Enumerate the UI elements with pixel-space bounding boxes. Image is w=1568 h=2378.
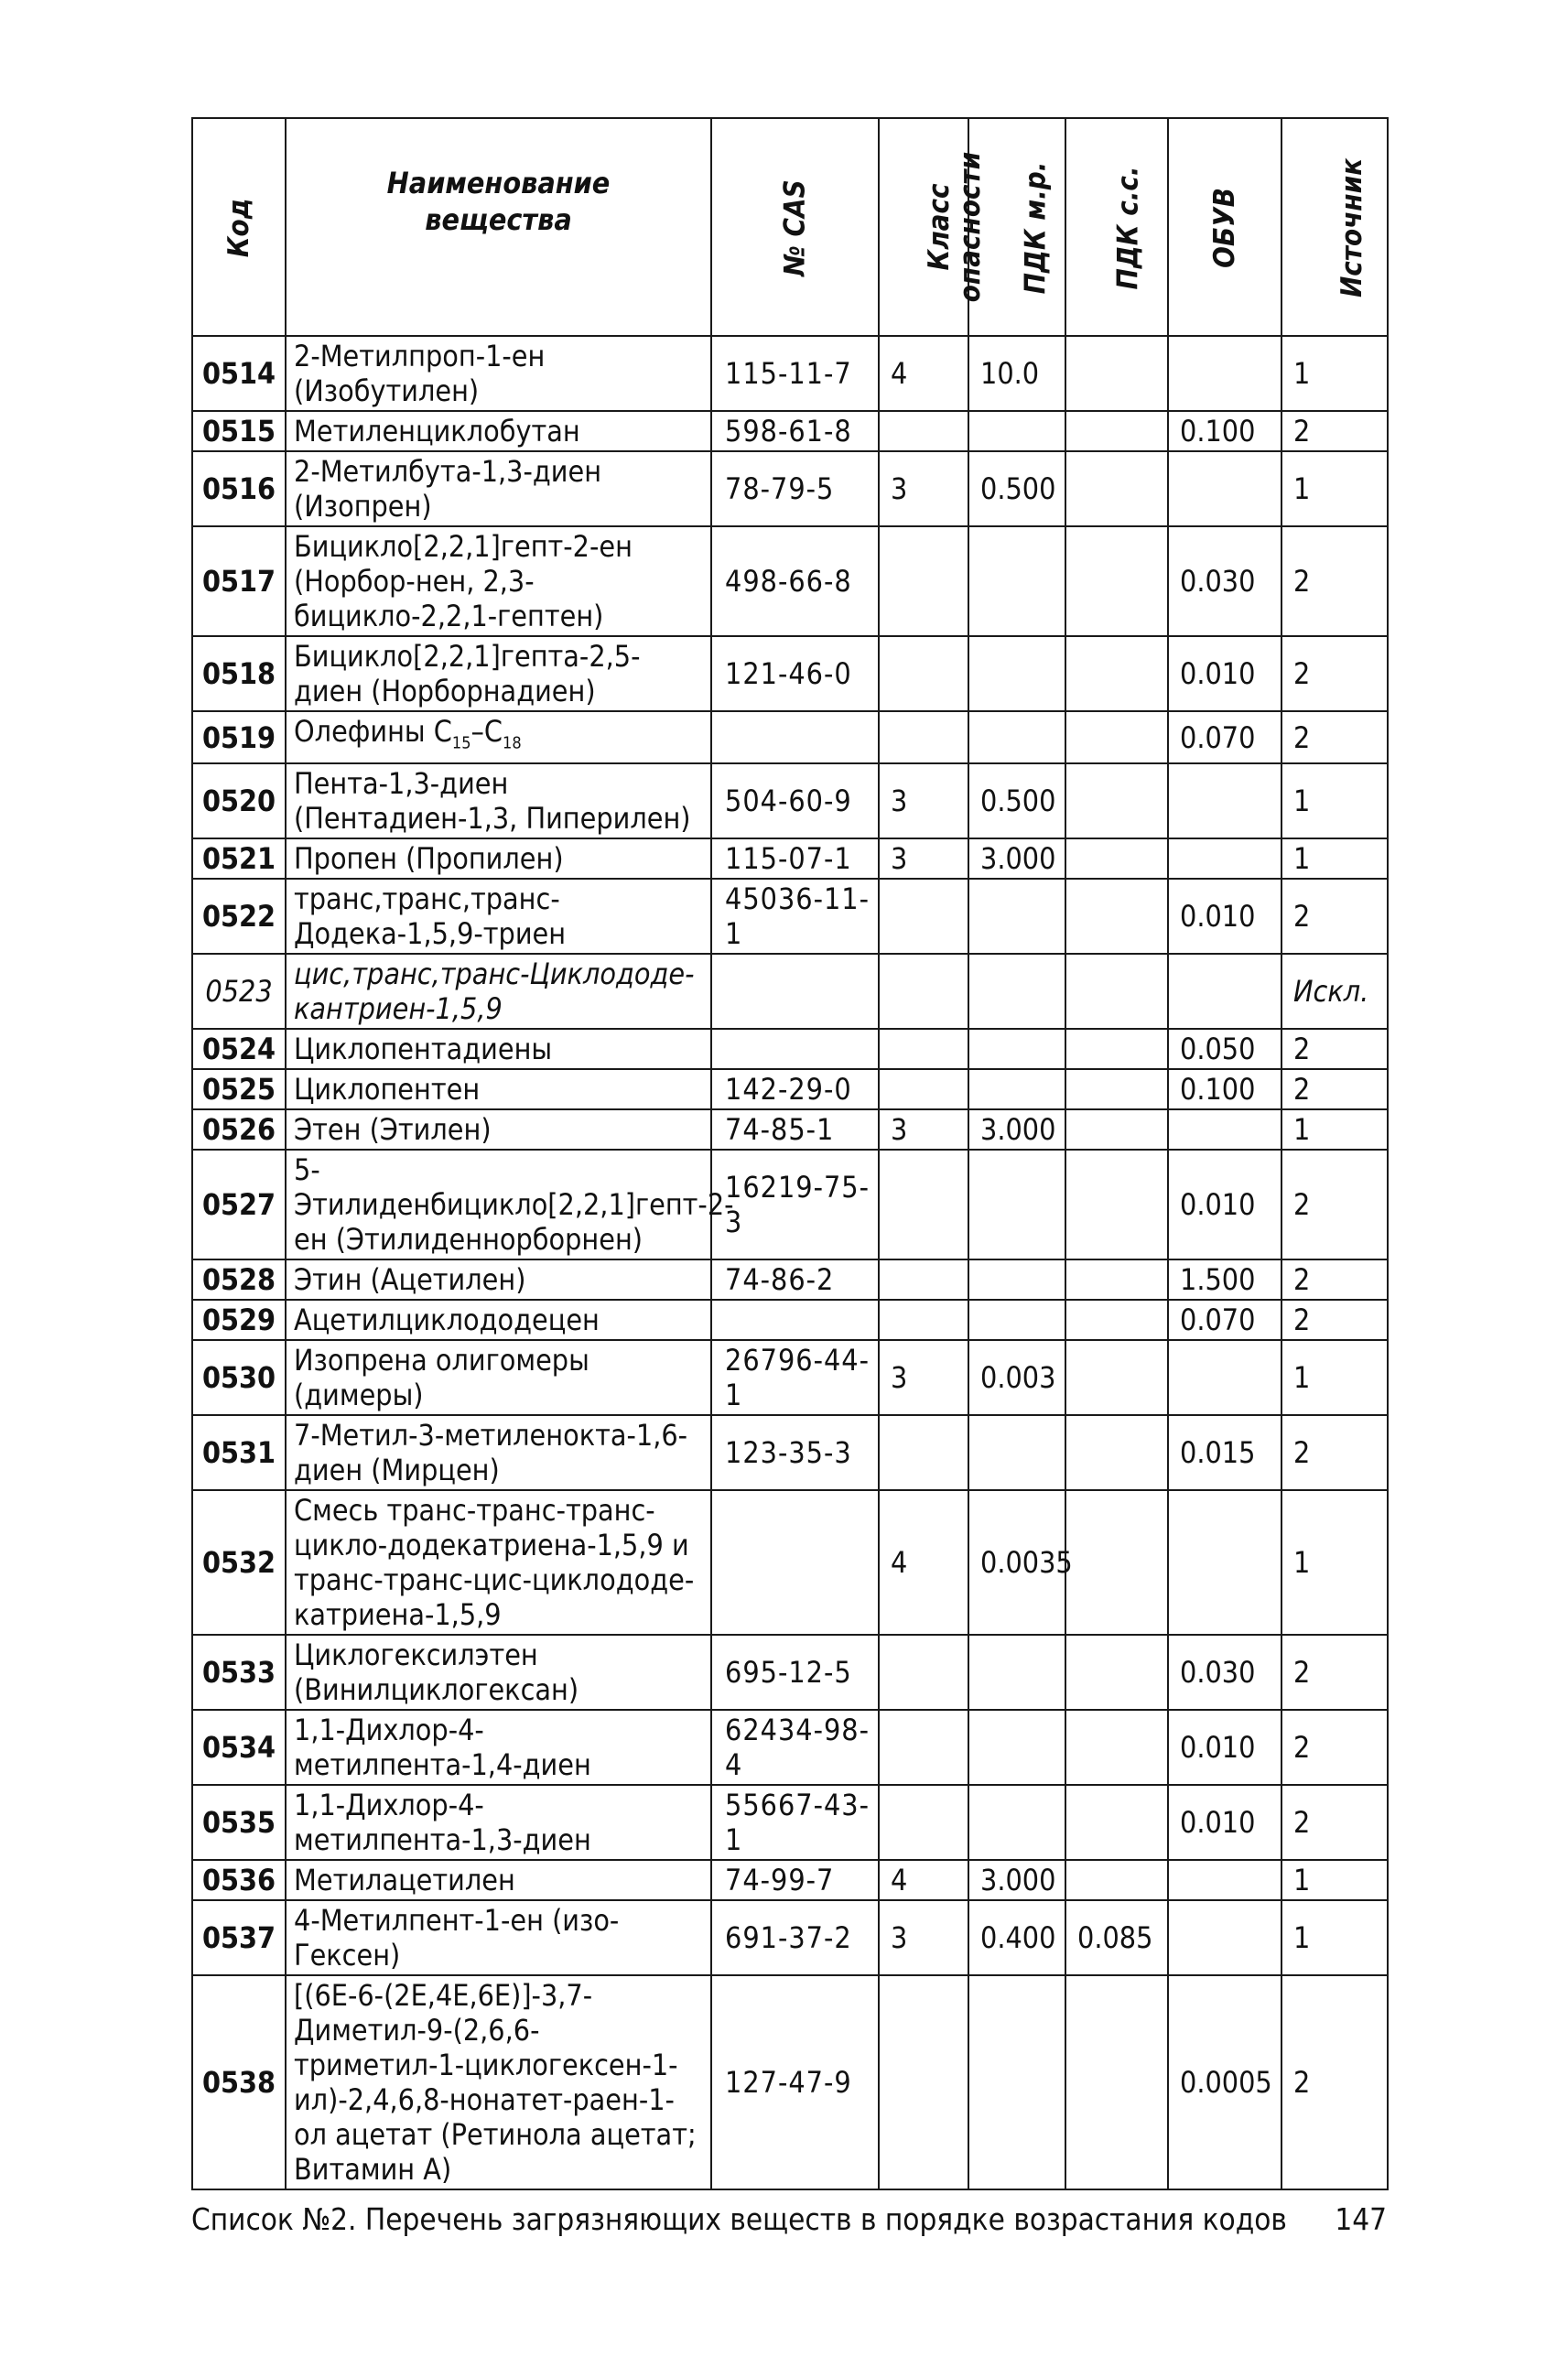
cell-obuv [1168, 763, 1281, 838]
cell-pdk-ss [1065, 1785, 1168, 1860]
cell-obuv: 0.010 [1168, 636, 1281, 711]
cell-name: Бицикло[2,2,1]гепт-2-ен (Норбор-нен, 2,3-бицикло-2,2,1-гептен) [286, 526, 711, 636]
cell-hazard-class [879, 636, 968, 711]
table-row [192, 1259, 1388, 1300]
cell-code: 0518 [192, 636, 286, 711]
cell-obuv: 0.010 [1168, 879, 1281, 954]
cell-code: 0516 [192, 451, 286, 526]
header-hazard-class: Класс опасности [879, 118, 968, 336]
cell-hazard-class: 4 [879, 1860, 968, 1900]
cell-pdk-ss [1065, 336, 1168, 411]
cell-cas: 127-47-9 [711, 1975, 879, 2189]
cell-name: Метиленциклобутан [286, 411, 711, 451]
cell-cas: 504-60-9 [711, 763, 879, 838]
cell-obuv [1168, 451, 1281, 526]
table-row [192, 954, 1388, 1029]
cell-cas [711, 1490, 879, 1635]
cell-hazard-class [879, 1300, 968, 1340]
cell-hazard-class [879, 1029, 968, 1069]
cell-hazard-class [879, 411, 968, 451]
cell-source: 1 [1281, 1900, 1388, 1975]
cell-hazard-class [879, 1069, 968, 1109]
cell-source: 1 [1281, 336, 1388, 411]
cell-source: 2 [1281, 636, 1388, 711]
cell-code: 0538 [192, 1975, 286, 2189]
cell-pdk-mr [968, 1635, 1065, 1710]
table-row [192, 1029, 1388, 1069]
cell-name: Бицикло[2,2,1]гепта-2,5-диен (Норборнадиен) [286, 636, 711, 711]
substances-table-wrapper [191, 117, 1389, 2190]
table-row [192, 336, 1388, 411]
cell-pdk-mr: 0.0035 [968, 1490, 1065, 1635]
cell-name: 7-Метил-3-метиленокта-1,6-диен (Мирцен) [286, 1415, 711, 1490]
cell-obuv: 0.100 [1168, 1069, 1281, 1109]
table-row [192, 1975, 1388, 2189]
cell-pdk-ss [1065, 1029, 1168, 1069]
cell-obuv [1168, 954, 1281, 1029]
cell-code: 0521 [192, 838, 286, 879]
cell-pdk-mr [968, 1975, 1065, 2189]
cell-obuv [1168, 1109, 1281, 1150]
cell-code: 0532 [192, 1490, 286, 1635]
cell-pdk-mr [968, 1710, 1065, 1785]
cell-pdk-ss [1065, 1340, 1168, 1415]
cell-hazard-class: 4 [879, 336, 968, 411]
cell-obuv [1168, 1340, 1281, 1415]
cell-source: 2 [1281, 1069, 1388, 1109]
cell-hazard-class [879, 711, 968, 763]
cell-pdk-ss [1065, 1150, 1168, 1259]
cell-cas: 45036-11-1 [711, 879, 879, 954]
header-pdk-ss: ПДК с.с. [1065, 118, 1168, 336]
cell-pdk-ss [1065, 838, 1168, 879]
cell-source: 2 [1281, 411, 1388, 451]
cell-cas: 121-46-0 [711, 636, 879, 711]
table-row [192, 1635, 1388, 1710]
cell-code: 0529 [192, 1300, 286, 1340]
cell-name: Циклопентен [286, 1069, 711, 1109]
cell-code: 0522 [192, 879, 286, 954]
table-row [192, 1109, 1388, 1150]
cell-code: 0534 [192, 1710, 286, 1785]
cell-hazard-class [879, 1975, 968, 2189]
cell-pdk-ss [1065, 636, 1168, 711]
cell-pdk-ss [1065, 1710, 1168, 1785]
cell-code: 0514 [192, 336, 286, 411]
cell-pdk-ss [1065, 1860, 1168, 1900]
cell-pdk-mr [968, 636, 1065, 711]
cell-cas: 498-66-8 [711, 526, 879, 636]
table-row [192, 1340, 1388, 1415]
cell-source: 2 [1281, 711, 1388, 763]
table-row [192, 1150, 1388, 1259]
cell-obuv: 0.030 [1168, 526, 1281, 636]
cell-pdk-ss [1065, 411, 1168, 451]
cell-obuv: 0.030 [1168, 1635, 1281, 1710]
cell-hazard-class [879, 954, 968, 1029]
cell-source: 2 [1281, 1785, 1388, 1860]
cell-obuv: 0.0005 [1168, 1975, 1281, 2189]
cell-pdk-ss [1065, 1300, 1168, 1340]
cell-hazard-class [879, 1150, 968, 1259]
cell-pdk-mr [968, 879, 1065, 954]
cell-pdk-ss [1065, 1635, 1168, 1710]
cell-source: 2 [1281, 1710, 1388, 1785]
cell-cas: 598-61-8 [711, 411, 879, 451]
cell-name: транс,транс,транс-Додека-1,5,9-триен [286, 879, 711, 954]
table-row [192, 838, 1388, 879]
cell-name: Метилацетилен [286, 1860, 711, 1900]
cell-pdk-mr [968, 1259, 1065, 1300]
cell-cas: 26796-44-1 [711, 1340, 879, 1415]
cell-obuv [1168, 1860, 1281, 1900]
cell-hazard-class: 3 [879, 451, 968, 526]
cell-source: 2 [1281, 1029, 1388, 1069]
cell-source: 2 [1281, 1635, 1388, 1710]
table-row [192, 411, 1388, 451]
header-row [192, 118, 1388, 336]
cell-obuv [1168, 1490, 1281, 1635]
cell-obuv: 0.015 [1168, 1415, 1281, 1490]
cell-obuv: 0.010 [1168, 1710, 1281, 1785]
table-row [192, 1785, 1388, 1860]
cell-pdk-mr [968, 411, 1065, 451]
cell-pdk-mr [968, 1300, 1065, 1340]
cell-source: 1 [1281, 1490, 1388, 1635]
cell-pdk-mr [968, 526, 1065, 636]
table-row [192, 1900, 1388, 1975]
cell-hazard-class [879, 1635, 968, 1710]
cell-cas [711, 1300, 879, 1340]
cell-code: 0524 [192, 1029, 286, 1069]
cell-source: 2 [1281, 526, 1388, 636]
cell-name: 4-Метилпент-1-ен (изо-Гексен) [286, 1900, 711, 1975]
cell-pdk-mr [968, 1029, 1065, 1069]
cell-cas: 142-29-0 [711, 1069, 879, 1109]
cell-cas: 695-12-5 [711, 1635, 879, 1710]
cell-code: 0520 [192, 763, 286, 838]
header-source: Источник [1281, 118, 1388, 336]
table-row [192, 451, 1388, 526]
cell-source: 2 [1281, 1150, 1388, 1259]
cell-source: 1 [1281, 451, 1388, 526]
cell-name: Пента-1,3-диен (Пентадиен-1,3, Пиперилен) [286, 763, 711, 838]
table-row [192, 1860, 1388, 1900]
cell-pdk-mr: 0.003 [968, 1340, 1065, 1415]
cell-hazard-class: 4 [879, 1490, 968, 1635]
header-obuv: ОБУВ [1168, 118, 1281, 336]
cell-source: 1 [1281, 838, 1388, 879]
table-row [192, 711, 1388, 763]
cell-name: Ацетилциклододецен [286, 1300, 711, 1340]
cell-pdk-ss [1065, 763, 1168, 838]
cell-cas: 78-79-5 [711, 451, 879, 526]
cell-name: Олефины $C_{15}-C_{18}$ [286, 711, 711, 763]
cell-cas: 74-99-7 [711, 1860, 879, 1900]
table-row [192, 526, 1388, 636]
cell-cas [711, 954, 879, 1029]
cell-obuv: 0.070 [1168, 711, 1281, 763]
cell-cas: 74-85-1 [711, 1109, 879, 1150]
cell-obuv [1168, 336, 1281, 411]
table-row [192, 763, 1388, 838]
header-code: Код [192, 118, 286, 336]
cell-source: Искл. [1281, 954, 1388, 1029]
substances-table [191, 117, 1389, 2190]
cell-name: 2-Метилбута-1,3-диен (Изопрен) [286, 451, 711, 526]
cell-pdk-mr [968, 1415, 1065, 1490]
cell-pdk-mr [968, 1069, 1065, 1109]
table-row [192, 1069, 1388, 1109]
cell-cas: 115-11-7 [711, 336, 879, 411]
cell-cas: 16219-75-3 [711, 1150, 879, 1259]
cell-hazard-class: 3 [879, 1109, 968, 1150]
cell-pdk-mr [968, 711, 1065, 763]
table-row [192, 1415, 1388, 1490]
cell-source: 1 [1281, 1109, 1388, 1150]
cell-code: 0530 [192, 1340, 286, 1415]
cell-pdk-mr: 3.000 [968, 1109, 1065, 1150]
cell-pdk-mr [968, 954, 1065, 1029]
cell-obuv: 0.010 [1168, 1785, 1281, 1860]
cell-code: 0537 [192, 1900, 286, 1975]
cell-code: 0515 [192, 411, 286, 451]
cell-source: 2 [1281, 879, 1388, 954]
cell-cas: 123-35-3 [711, 1415, 879, 1490]
cell-pdk-ss: 0.085 [1065, 1900, 1168, 1975]
cell-obuv: 0.010 [1168, 1150, 1281, 1259]
cell-pdk-mr: 0.500 [968, 763, 1065, 838]
cell-hazard-class [879, 1415, 968, 1490]
cell-code: 0531 [192, 1415, 286, 1490]
cell-obuv [1168, 838, 1281, 879]
header-pdk-mr: ПДК м.р. [968, 118, 1065, 336]
cell-pdk-ss [1065, 711, 1168, 763]
cell-pdk-ss [1065, 1975, 1168, 2189]
cell-name: 1,1-Дихлор-4-метилпента-1,4-диен [286, 1710, 711, 1785]
cell-pdk-ss [1065, 1415, 1168, 1490]
cell-name: 1,1-Дихлор-4-метилпента-1,3-диен [286, 1785, 711, 1860]
cell-source: 1 [1281, 1860, 1388, 1900]
cell-pdk-ss [1065, 451, 1168, 526]
cell-name: Смесь транс-транс-транс-цикло-додекатриена-1,5,9 и транс-транс-цис-циклододе-катриена-1,5,9 [286, 1490, 711, 1635]
cell-obuv: 0.050 [1168, 1029, 1281, 1069]
cell-hazard-class: 3 [879, 763, 968, 838]
table-row [192, 636, 1388, 711]
cell-pdk-mr: 0.500 [968, 451, 1065, 526]
cell-hazard-class: 3 [879, 1900, 968, 1975]
cell-name: Пропен (Пропилен) [286, 838, 711, 879]
cell-name: цис,транс,транс-Циклододе-кантриен-1,5,9 [286, 954, 711, 1029]
cell-hazard-class [879, 1259, 968, 1300]
cell-cas [711, 1029, 879, 1069]
cell-code: 0535 [192, 1785, 286, 1860]
cell-name: [(6E-6-(2E,4E,6E)]-3,7-Диметил-9-(2,6,6-триметил-1-циклогексен-1-ил)-2,4,6,8-нонатет-раен-1-ол ацетат (Ретинола ацетат; Витамин А) [286, 1975, 711, 2189]
cell-cas: 55667-43-1 [711, 1785, 879, 1860]
header-cas: № CAS [711, 118, 879, 336]
cell-hazard-class [879, 1710, 968, 1785]
cell-source: 1 [1281, 763, 1388, 838]
cell-pdk-mr: 3.000 [968, 838, 1065, 879]
cell-source: 1 [1281, 1340, 1388, 1415]
cell-cas [711, 711, 879, 763]
cell-source: 2 [1281, 1975, 1388, 2189]
cell-name: Изопрена олигомеры (димеры) [286, 1340, 711, 1415]
cell-cas: 115-07-1 [711, 838, 879, 879]
cell-hazard-class: 3 [879, 1340, 968, 1415]
cell-hazard-class: 3 [879, 838, 968, 879]
cell-name: Циклогексилэтен (Винилциклогексан) [286, 1635, 711, 1710]
cell-code: 0519 [192, 711, 286, 763]
cell-source: 2 [1281, 1415, 1388, 1490]
cell-cas: 691-37-2 [711, 1900, 879, 1975]
cell-obuv: 1.500 [1168, 1259, 1281, 1300]
cell-hazard-class [879, 526, 968, 636]
table-row [192, 1710, 1388, 1785]
table-row [192, 1300, 1388, 1340]
cell-code: 0527 [192, 1150, 286, 1259]
cell-hazard-class [879, 879, 968, 954]
cell-code: 0525 [192, 1069, 286, 1109]
cell-code: 0528 [192, 1259, 286, 1300]
cell-obuv [1168, 1900, 1281, 1975]
cell-cas: 74-86-2 [711, 1259, 879, 1300]
table-body [192, 336, 1388, 2189]
footer-caption: Список №2. Перечень загрязняющих веществ в порядке возрастания кодов [191, 2201, 1287, 2237]
cell-name: Циклопентадиены [286, 1029, 711, 1069]
cell-pdk-ss [1065, 526, 1168, 636]
table-row [192, 1490, 1388, 1635]
cell-source: 2 [1281, 1259, 1388, 1300]
cell-obuv: 0.070 [1168, 1300, 1281, 1340]
cell-pdk-ss [1065, 954, 1168, 1029]
cell-code: 0523 [192, 954, 286, 1029]
cell-obuv: 0.100 [1168, 411, 1281, 451]
cell-source: 2 [1281, 1300, 1388, 1340]
cell-pdk-mr: 10.0 [968, 336, 1065, 411]
cell-hazard-class [879, 1785, 968, 1860]
cell-name: Этен (Этилен) [286, 1109, 711, 1150]
cell-pdk-mr [968, 1785, 1065, 1860]
cell-code: 0533 [192, 1635, 286, 1710]
cell-pdk-ss [1065, 879, 1168, 954]
cell-pdk-ss [1065, 1259, 1168, 1300]
cell-name: 2-Метилпроп-1-ен (Изобутилен) [286, 336, 711, 411]
cell-code: 0517 [192, 526, 286, 636]
cell-pdk-ss [1065, 1109, 1168, 1150]
cell-code: 0526 [192, 1109, 286, 1150]
cell-pdk-ss [1065, 1069, 1168, 1109]
cell-cas: 62434-98-4 [711, 1710, 879, 1785]
cell-code: 0536 [192, 1860, 286, 1900]
header-name: Наименование вещества [286, 118, 711, 336]
cell-name: Этин (Ацетилен) [286, 1259, 711, 1300]
table-row [192, 879, 1388, 954]
cell-pdk-ss [1065, 1490, 1168, 1635]
cell-name: 5-Этилиденбицикло[2,2,1]гепт-2-ен (Этилиденнорборнен) [286, 1150, 711, 1259]
cell-pdk-mr [968, 1150, 1065, 1259]
cell-pdk-mr: 3.000 [968, 1860, 1065, 1900]
page-number: 147 [1335, 2201, 1387, 2237]
cell-pdk-mr: 0.400 [968, 1900, 1065, 1975]
